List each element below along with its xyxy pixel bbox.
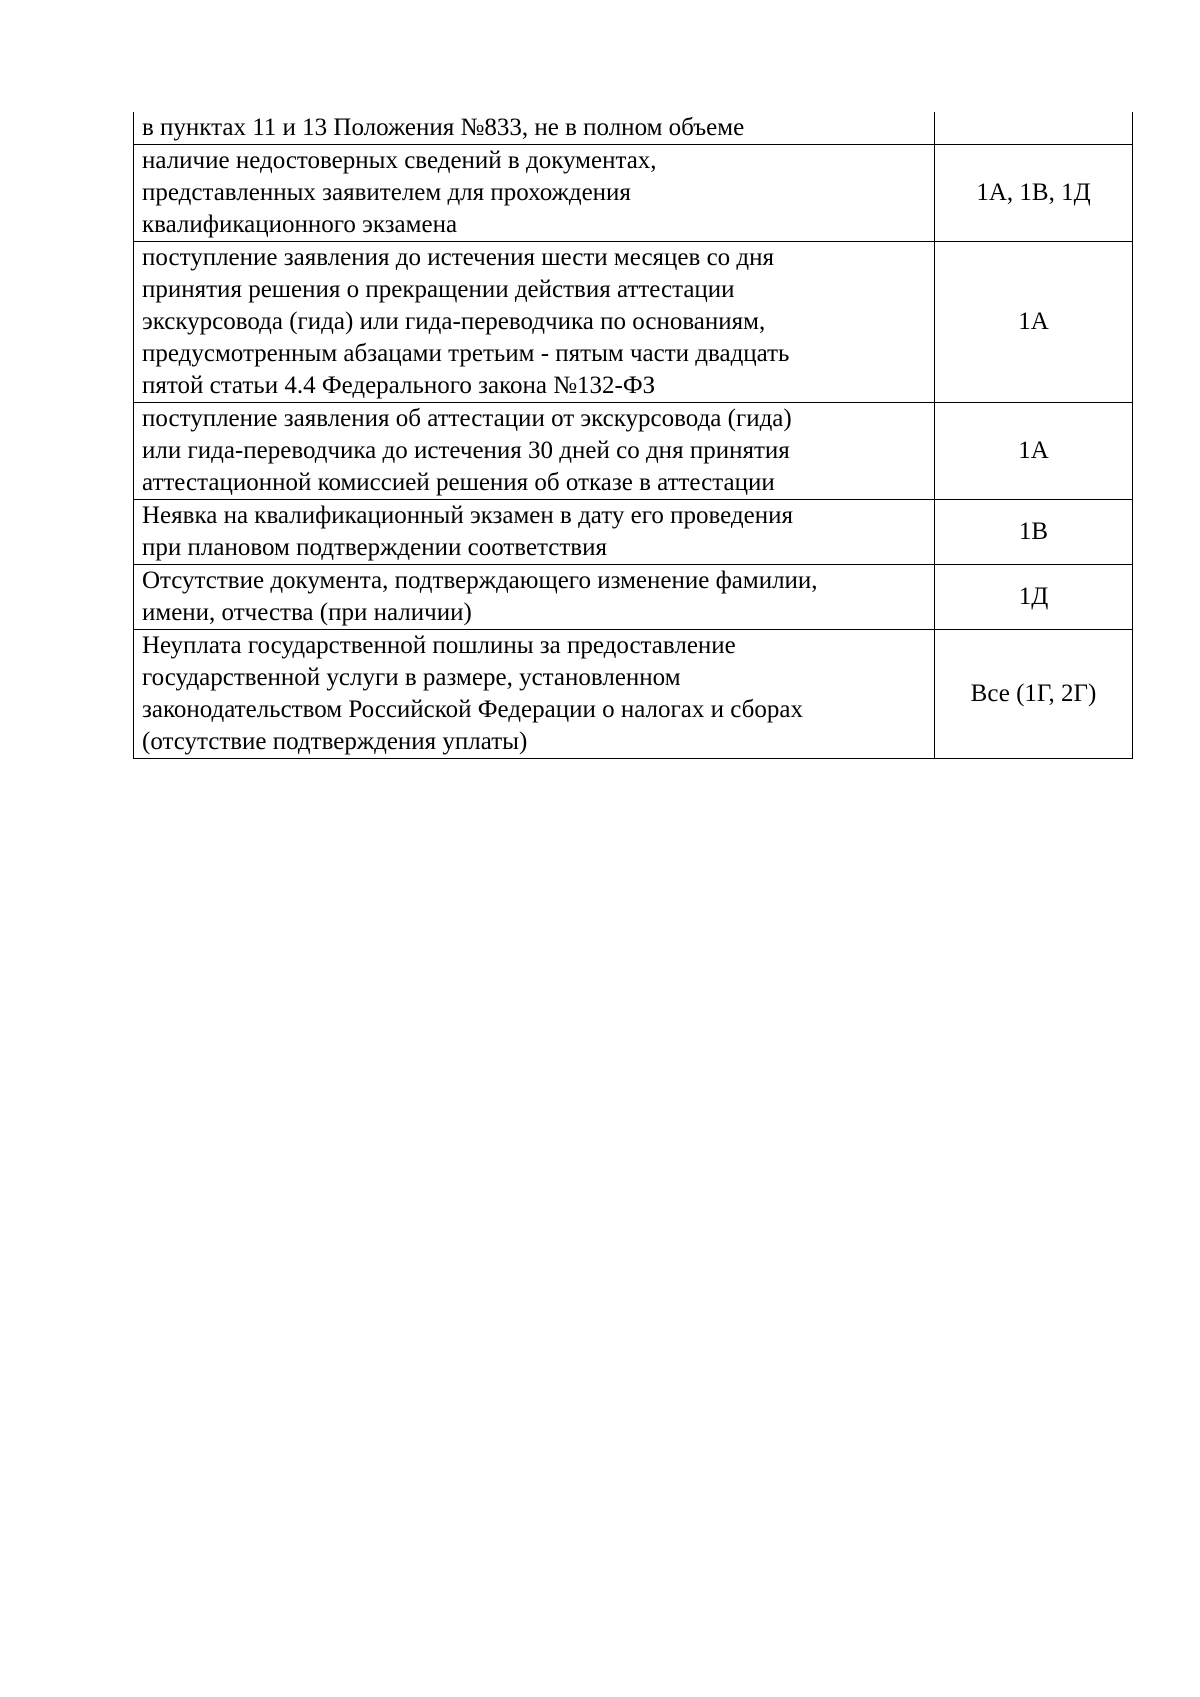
table-row — [134, 403, 1133, 500]
condition-cell — [134, 500, 935, 565]
codes-cell: 1А — [935, 242, 1133, 403]
table-row — [134, 500, 1133, 565]
condition-cell — [134, 112, 935, 145]
condition-cell — [134, 565, 935, 630]
condition-line: принятия решения о прекращении действия аттестации — [142, 276, 735, 303]
condition-line: в пунктах 11 и 13 Положения №833, не в полном объеме — [142, 114, 745, 141]
table-row — [134, 112, 1133, 145]
condition-line: квалификационного экзамена — [142, 211, 458, 238]
refusal-grounds-table — [133, 112, 1133, 759]
condition-cell — [134, 630, 935, 759]
table-row — [134, 630, 1133, 759]
condition-line: аттестационной комиссией решения об отказе в аттестации — [142, 469, 775, 496]
codes-cell — [935, 112, 1133, 145]
condition-line: имени, отчества (при наличии) — [142, 599, 472, 626]
condition-line: государственной услуги в размере, установленном — [142, 664, 681, 691]
codes-cell: 1А — [935, 403, 1133, 500]
condition-line: поступление заявления об аттестации от экскурсовода (гида) — [142, 405, 792, 432]
condition-cell — [134, 145, 935, 242]
condition-line: законодательством Российской Федерации о налогах и сборах — [142, 696, 803, 723]
condition-line: Отсутствие документа, подтверждающего изменение фамилии, — [142, 567, 818, 594]
condition-cell — [134, 403, 935, 500]
table-row — [134, 565, 1133, 630]
condition-line: поступление заявления до истечения шести месяцев со дня — [142, 244, 775, 271]
condition-line: пятой статьи 4.4 Федерального закона №132-ФЗ — [142, 372, 656, 399]
condition-line: наличие недостоверных сведений в документах, — [142, 147, 657, 174]
table-row — [134, 145, 1133, 242]
table-row — [134, 242, 1133, 403]
codes-cell: 1А, 1В, 1Д — [935, 145, 1133, 242]
condition-line: Неявка на квалификационный экзамен в дату его проведения — [142, 502, 793, 529]
codes-cell: 1Д — [935, 565, 1133, 630]
condition-line: представленных заявителем для прохождения — [142, 179, 631, 206]
codes-cell: 1В — [935, 500, 1133, 565]
codes-cell: Все (1Г, 2Г) — [935, 630, 1133, 759]
condition-cell — [134, 242, 935, 403]
condition-line: или гида-переводчика до истечения 30 дней со дня принятия — [142, 437, 790, 464]
condition-line: (отсутствие подтверждения уплаты) — [142, 728, 528, 755]
condition-line: Неуплата государственной пошлины за предоставление — [142, 632, 736, 659]
condition-line: предусмотренным абзацами третьим - пятым части двадцать — [142, 340, 790, 367]
condition-line: экскурсовода (гида) или гида-переводчика по основаниям, — [142, 308, 766, 335]
condition-line: при плановом подтверждении соответствия — [142, 534, 607, 561]
